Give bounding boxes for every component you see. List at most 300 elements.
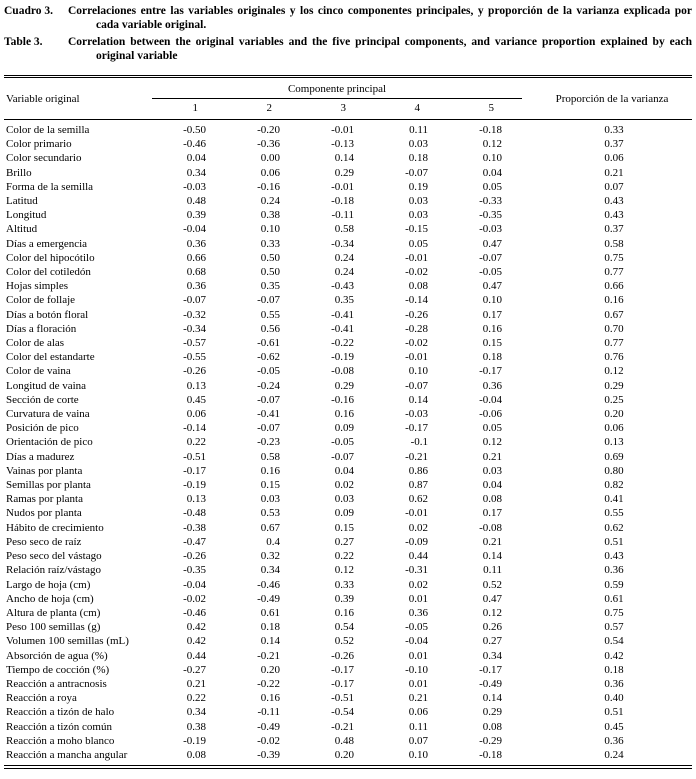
table-row xyxy=(4,393,692,407)
variance-value-cell: 0.59 xyxy=(604,578,624,591)
variable-name-cell: Orientación de pico xyxy=(6,436,93,449)
component-value-cell: -0.07 xyxy=(331,450,354,463)
component-value-cell: -0.02 xyxy=(405,266,428,279)
component-value-cell: -0.02 xyxy=(183,592,206,605)
component-value-cell: 0.44 xyxy=(186,649,206,662)
component-value-cell: 0.10 xyxy=(482,152,503,165)
component-value-cell: -0.01 xyxy=(405,507,428,520)
component-value-cell: -0.32 xyxy=(183,308,206,321)
variable-name-cell: Forma de la semilla xyxy=(6,180,94,193)
component-value-cell: -0.43 xyxy=(331,280,354,293)
component-value-cell: -0.19 xyxy=(183,734,206,747)
component-value-cell: -0.15 xyxy=(405,223,428,236)
variance-value-cell: 0.07 xyxy=(604,180,624,193)
component-value-cell: -0.22 xyxy=(331,337,354,350)
variable-name-cell: Días a floración xyxy=(6,322,77,335)
variance-value-cell: 0.43 xyxy=(604,550,624,563)
component-value-cell: -0.61 xyxy=(257,337,280,350)
component-value-cell: 0.10 xyxy=(260,223,280,236)
component-value-cell: 0.05 xyxy=(482,180,503,193)
component-value-cell: -0.17 xyxy=(479,663,503,676)
component-value-cell: 0.34 xyxy=(260,564,280,577)
variable-name-cell: Largo de hoja (cm) xyxy=(6,578,91,591)
component-value-cell: -0.26 xyxy=(331,649,354,662)
component-value-cell: 0.12 xyxy=(334,564,354,577)
component-value-cell: 0.61 xyxy=(260,606,280,619)
variable-name-cell: Días a botón floral xyxy=(6,308,89,321)
component-value-cell: -0.35 xyxy=(183,564,206,577)
table-row xyxy=(4,492,692,506)
table-row xyxy=(4,151,692,165)
component-value-cell: 0.18 xyxy=(260,621,280,634)
component-value-cell: -0.01 xyxy=(331,124,354,136)
component-value-cell: 0.08 xyxy=(482,493,503,506)
component-value-cell: -0.05 xyxy=(331,436,354,449)
component-value-cell: 0.11 xyxy=(483,564,503,577)
variable-name-cell: Color primario xyxy=(6,138,72,151)
variance-value-cell: 0.55 xyxy=(604,507,624,520)
variance-value-cell: 0.61 xyxy=(604,592,624,605)
component-value-cell: 0.16 xyxy=(260,464,280,477)
component-value-cell: 0.21 xyxy=(482,535,503,548)
component-value-cell: -0.02 xyxy=(257,734,280,747)
variable-name-cell: Días a emergencia xyxy=(6,237,88,250)
component-value-cell: 0.27 xyxy=(334,535,354,548)
component-value-cell: 0.33 xyxy=(334,578,354,591)
variable-name-cell: Ancho de hoja (cm) xyxy=(6,592,94,605)
component-value-cell: -0.46 xyxy=(183,606,206,619)
variable-name-cell: Color de alas xyxy=(6,337,65,350)
component-value-cell: -0.03 xyxy=(183,180,206,193)
component-value-cell: 0.50 xyxy=(260,251,280,264)
component-value-cell: 0.66 xyxy=(186,251,206,264)
component-value-cell: -0.21 xyxy=(331,720,354,733)
component-value-cell: 0.48 xyxy=(334,734,354,747)
component-value-cell: 0.04 xyxy=(186,152,206,165)
component-value-cell: -0.16 xyxy=(331,393,354,406)
variable-name-cell: Reacción a mancha angular xyxy=(6,748,128,761)
component-value-cell: 0.42 xyxy=(186,621,206,634)
component-value-cell: -0.38 xyxy=(183,521,206,534)
component-value-cell: 0.47 xyxy=(482,592,503,605)
component-value-cell: 0.39 xyxy=(186,209,206,222)
component-value-cell: 0.15 xyxy=(482,337,503,350)
component-value-cell: -0.51 xyxy=(331,692,354,705)
component-value-cell: 0.35 xyxy=(334,294,354,307)
component-value-cell: -0.18 xyxy=(331,195,354,208)
component-value-cell: 0.03 xyxy=(334,493,354,506)
variance-value-cell: 0.06 xyxy=(604,152,624,165)
variable-name-cell: Posición de pico xyxy=(6,422,79,435)
variable-name-cell: Color de la semilla xyxy=(6,124,90,136)
component-value-cell: -0.26 xyxy=(405,308,428,321)
table-row xyxy=(4,265,692,279)
component-value-cell: -0.07 xyxy=(479,251,503,264)
component-4-header: 4 xyxy=(374,99,448,120)
variance-value-cell: 0.42 xyxy=(604,649,624,662)
variance-value-cell: 0.29 xyxy=(604,379,624,392)
component-1-header: 1 xyxy=(152,99,226,120)
variable-name-cell: Peso seco del vástago xyxy=(6,550,102,563)
component-value-cell: -0.23 xyxy=(257,436,280,449)
component-value-cell: -0.14 xyxy=(405,294,428,307)
component-value-cell: -0.11 xyxy=(257,706,280,719)
component-value-cell: -0.07 xyxy=(257,294,280,307)
component-value-cell: -0.41 xyxy=(331,322,354,335)
table-row xyxy=(4,521,692,535)
variable-name-cell: Hojas simples xyxy=(6,280,69,293)
variable-name-cell: Relación raíz/vástago xyxy=(6,564,101,577)
variable-name-cell: Días a madurez xyxy=(6,450,75,463)
component-value-cell: -0.29 xyxy=(479,734,503,747)
component-value-cell: 0.05 xyxy=(408,237,428,250)
component-value-cell: 0.29 xyxy=(334,379,354,392)
variable-name-cell: Absorción de agua (%) xyxy=(6,649,108,662)
table-row xyxy=(4,222,692,236)
component-value-cell: 0.03 xyxy=(408,195,428,208)
component-value-cell: -0.49 xyxy=(257,720,280,733)
table-row xyxy=(4,634,692,648)
component-value-cell: -0.08 xyxy=(479,521,503,534)
table-row xyxy=(4,308,692,322)
component-value-cell: -0.26 xyxy=(183,365,206,378)
table-row xyxy=(4,120,692,138)
table-row xyxy=(4,592,692,606)
component-value-cell: 0.47 xyxy=(482,280,503,293)
caption-english xyxy=(4,36,692,63)
variable-name-cell: Color del estandarte xyxy=(6,351,95,364)
component-value-cell: -0.11 xyxy=(331,209,354,222)
component-value-cell: -0.18 xyxy=(479,124,503,136)
component-value-cell: 0.17 xyxy=(482,308,503,321)
component-value-cell: 0.4 xyxy=(266,535,280,548)
variance-value-cell: 0.06 xyxy=(604,422,624,435)
table-row xyxy=(4,464,692,478)
variance-value-cell: 0.75 xyxy=(604,251,624,264)
variance-value-cell: 0.36 xyxy=(604,677,624,690)
component-value-cell: -0.21 xyxy=(257,649,280,662)
component-value-cell: 0.67 xyxy=(260,521,280,534)
component-value-cell: 0.56 xyxy=(260,322,280,335)
table-row xyxy=(4,705,692,719)
component-value-cell: 0.47 xyxy=(482,237,503,250)
component-value-cell: 0.36 xyxy=(186,280,206,293)
variance-value-cell: 0.77 xyxy=(604,266,624,279)
component-value-cell: 0.08 xyxy=(186,748,206,761)
component-value-cell: 0.09 xyxy=(334,422,354,435)
variance-value-cell: 0.25 xyxy=(604,393,624,406)
component-value-cell: -0.04 xyxy=(183,578,206,591)
component-value-cell: -0.10 xyxy=(405,663,428,676)
table-row xyxy=(4,322,692,336)
component-value-cell: 0.54 xyxy=(334,621,354,634)
component-value-cell: 0.19 xyxy=(408,180,428,193)
component-value-cell: 0.26 xyxy=(482,621,503,634)
component-value-cell: -0.46 xyxy=(183,138,206,151)
component-value-cell: -0.05 xyxy=(257,365,280,378)
component-value-cell: -0.57 xyxy=(183,337,206,350)
component-3-header: 3 xyxy=(300,99,374,120)
component-value-cell: -0.06 xyxy=(479,408,503,421)
component-value-cell: 0.34 xyxy=(186,166,206,179)
variance-value-cell: 0.66 xyxy=(604,280,624,293)
variance-value-cell: 0.21 xyxy=(604,166,624,179)
table-row xyxy=(4,734,692,748)
table-row xyxy=(4,194,692,208)
variable-name-cell: Ramas por planta xyxy=(6,493,83,506)
component-value-cell: -0.49 xyxy=(479,677,503,690)
component-value-cell: -0.21 xyxy=(405,450,428,463)
variance-value-cell: 0.37 xyxy=(604,138,624,151)
table-row xyxy=(4,549,692,563)
variable-name-cell: Reacción a moho blanco xyxy=(6,734,115,747)
variance-value-cell: 0.67 xyxy=(604,308,624,321)
component-5-header: 5 xyxy=(448,99,522,120)
variable-name-cell: Color de vaina xyxy=(6,365,71,378)
component-value-cell: -0.46 xyxy=(257,578,280,591)
component-value-cell: 0.22 xyxy=(186,436,206,449)
variable-name-cell: Reacción a roya xyxy=(6,692,77,705)
variance-value-cell: 0.41 xyxy=(604,493,624,506)
component-value-cell: -0.03 xyxy=(479,223,503,236)
caption-english-text: Correlation between the original variables and the five principal components, and variance proportion explained by each original variable xyxy=(68,36,692,62)
table-row xyxy=(4,166,692,180)
component-value-cell: -0.07 xyxy=(183,294,206,307)
component-value-cell: -0.08 xyxy=(331,365,354,378)
component-value-cell: -0.04 xyxy=(183,223,206,236)
variable-name-cell: Nudos por planta xyxy=(6,507,82,520)
variable-name-cell: Reacción a tizón de halo xyxy=(6,706,115,719)
variable-name-cell: Tiempo de cocción (%) xyxy=(6,663,110,676)
component-value-cell: 0.04 xyxy=(482,479,503,492)
component-value-cell: -0.01 xyxy=(331,180,354,193)
component-value-cell: 0.03 xyxy=(408,209,428,222)
variance-value-cell: 0.76 xyxy=(604,351,624,364)
component-value-cell: 0.36 xyxy=(186,237,206,250)
component-value-cell: -0.05 xyxy=(479,266,503,279)
component-value-cell: 0.15 xyxy=(334,521,354,534)
component-value-cell: 0.01 xyxy=(408,677,428,690)
component-value-cell: 0.07 xyxy=(408,734,428,747)
variance-value-cell: 0.69 xyxy=(604,450,624,463)
component-value-cell: -0.36 xyxy=(257,138,280,151)
variance-value-cell: 0.16 xyxy=(604,294,624,307)
component-value-cell: -0.07 xyxy=(257,393,280,406)
component-value-cell: 0.02 xyxy=(408,578,428,591)
variance-value-cell: 0.18 xyxy=(604,663,624,676)
table-row xyxy=(4,720,692,734)
variable-name-cell: Color secundario xyxy=(6,152,82,165)
table-row xyxy=(4,563,692,577)
component-value-cell: 0.11 xyxy=(409,720,428,733)
component-value-cell: -0.07 xyxy=(405,166,428,179)
component-value-cell: -0.55 xyxy=(183,351,206,364)
table-row xyxy=(4,478,692,492)
variable-name-cell: Hábito de crecimiento xyxy=(6,521,104,534)
component-value-cell: 0.33 xyxy=(260,237,280,250)
component-value-cell: -0.07 xyxy=(405,379,428,392)
variance-value-cell: 0.40 xyxy=(604,692,624,705)
component-value-cell: 0.18 xyxy=(408,152,428,165)
variable-name-cell: Longitud de vaina xyxy=(6,379,87,392)
component-value-cell: 0.15 xyxy=(260,479,280,492)
variable-name-cell: Vainas por planta xyxy=(6,464,83,477)
component-value-cell: 0.13 xyxy=(186,379,206,392)
component-value-cell: 0.01 xyxy=(408,649,428,662)
variance-value-cell: 0.45 xyxy=(604,720,624,733)
component-value-cell: -0.03 xyxy=(405,408,428,421)
component-value-cell: 0.02 xyxy=(408,521,428,534)
component-2-header: 2 xyxy=(226,99,300,120)
component-value-cell: -0.18 xyxy=(479,748,503,761)
component-value-cell: 0.08 xyxy=(482,720,503,733)
component-value-cell: 0.14 xyxy=(482,550,503,563)
component-value-cell: 0.16 xyxy=(260,692,280,705)
component-value-cell: 0.17 xyxy=(482,507,503,520)
variance-value-cell: 0.43 xyxy=(604,195,624,208)
component-value-cell: -0.22 xyxy=(257,677,280,690)
component-value-cell: -0.35 xyxy=(479,209,503,222)
variable-name-cell: Sección de corte xyxy=(6,393,79,406)
table-row xyxy=(4,677,692,691)
component-value-cell: 0.53 xyxy=(260,507,280,520)
table-row xyxy=(4,421,692,435)
variable-name-cell: Curvatura de vaina xyxy=(6,408,90,421)
component-value-cell: -0.05 xyxy=(405,621,428,634)
table-row xyxy=(4,293,692,307)
component-value-cell: -0.01 xyxy=(405,251,428,264)
component-value-cell: 0.04 xyxy=(334,464,354,477)
component-value-cell: 0.09 xyxy=(334,507,354,520)
component-value-cell: -0.28 xyxy=(405,322,428,335)
table-row xyxy=(4,620,692,634)
component-value-cell: 0.10 xyxy=(408,748,428,761)
component-value-cell: 0.52 xyxy=(334,635,354,648)
table-row xyxy=(4,450,692,464)
component-value-cell: -0.19 xyxy=(183,479,206,492)
component-value-cell: 0.10 xyxy=(408,365,428,378)
component-value-cell: 0.34 xyxy=(482,649,503,662)
table-row xyxy=(4,379,692,393)
component-value-cell: -0.34 xyxy=(183,322,206,335)
component-value-cell: -0.16 xyxy=(257,180,280,193)
component-value-cell: 0.12 xyxy=(482,138,503,151)
component-value-cell: 0.06 xyxy=(408,706,428,719)
table-row xyxy=(4,506,692,520)
variance-value-cell: 0.51 xyxy=(604,535,624,548)
component-value-cell: 0.35 xyxy=(260,280,280,293)
component-value-cell: -0.09 xyxy=(405,535,428,548)
variance-value-cell: 0.80 xyxy=(604,464,624,477)
component-value-cell: 0.24 xyxy=(334,251,354,264)
component-value-cell: 0.06 xyxy=(260,166,280,179)
header-row-group xyxy=(4,77,692,99)
variance-value-cell: 0.70 xyxy=(604,322,624,335)
component-value-cell: -0.17 xyxy=(331,663,354,676)
variance-value-cell: 0.36 xyxy=(604,734,624,747)
component-value-cell: -0.26 xyxy=(183,550,206,563)
table-row xyxy=(4,251,692,265)
component-value-cell: 0.16 xyxy=(334,408,354,421)
variable-name-cell: Reacción a tizón común xyxy=(6,720,112,733)
component-value-cell: 0.03 xyxy=(260,493,280,506)
component-value-cell: -0.13 xyxy=(331,138,354,151)
component-value-cell: -0.62 xyxy=(257,351,280,364)
correlation-table xyxy=(4,75,692,769)
component-value-cell: 0.20 xyxy=(334,748,354,761)
variance-value-cell: 0.37 xyxy=(604,223,624,236)
component-value-cell: 0.24 xyxy=(334,266,354,279)
caption-english-label: Table 3. xyxy=(4,36,43,48)
table-row xyxy=(4,649,692,663)
component-value-cell: 0.16 xyxy=(482,322,503,335)
component-value-cell: 0.48 xyxy=(186,195,206,208)
component-value-cell: 0.00 xyxy=(260,152,280,165)
table-header xyxy=(4,77,692,120)
table-row xyxy=(4,535,692,549)
variable-name-cell: Color del cotiledón xyxy=(6,266,91,279)
component-value-cell: 0.68 xyxy=(186,266,206,279)
variable-name-cell: Peso seco de raíz xyxy=(6,535,82,548)
principal-component-group-header: Componente principal xyxy=(152,77,522,99)
component-value-cell: 0.38 xyxy=(260,209,280,222)
table-row xyxy=(4,364,692,378)
component-value-cell: 0.01 xyxy=(408,592,428,605)
variable-name-cell: Brillo xyxy=(6,166,32,179)
variance-value-cell: 0.77 xyxy=(604,337,624,350)
component-value-cell: -0.41 xyxy=(331,308,354,321)
variable-name-cell: Volumen 100 semillas (mL) xyxy=(6,635,129,648)
component-value-cell: 0.36 xyxy=(408,606,428,619)
component-value-cell: -0.39 xyxy=(257,748,280,761)
component-value-cell: -0.34 xyxy=(331,237,354,250)
component-value-cell: 0.02 xyxy=(334,479,354,492)
component-value-cell: -0.19 xyxy=(331,351,354,364)
variable-name-cell: Color de follaje xyxy=(6,294,76,307)
component-value-cell: -0.27 xyxy=(183,663,206,676)
variance-value-cell: 0.20 xyxy=(604,408,624,421)
table-row xyxy=(4,691,692,705)
component-value-cell: 0.42 xyxy=(186,635,206,648)
variance-value-cell: 0.43 xyxy=(604,209,624,222)
table-row xyxy=(4,279,692,293)
variable-name-cell: Altura de planta (cm) xyxy=(6,606,101,619)
component-value-cell: 0.27 xyxy=(482,635,503,648)
table-row xyxy=(4,606,692,620)
table-row xyxy=(4,336,692,350)
component-value-cell: 0.08 xyxy=(408,280,428,293)
table-row xyxy=(4,208,692,222)
component-value-cell: 0.14 xyxy=(408,393,428,406)
component-value-cell: 0.50 xyxy=(260,266,280,279)
variance-value-cell: 0.57 xyxy=(604,621,624,634)
component-value-cell: -0.47 xyxy=(183,535,206,548)
component-value-cell: 0.16 xyxy=(334,606,354,619)
caption-spanish xyxy=(4,5,692,32)
component-value-cell: 0.86 xyxy=(408,464,428,477)
component-value-cell: -0.41 xyxy=(257,408,280,421)
variance-value-cell: 0.36 xyxy=(604,564,624,577)
component-value-cell: 0.22 xyxy=(186,692,206,705)
component-value-cell: 0.20 xyxy=(260,663,280,676)
component-value-cell: 0.58 xyxy=(334,223,354,236)
caption-spanish-label: Cuadro 3. xyxy=(4,5,53,17)
component-value-cell: -0.17 xyxy=(331,677,354,690)
variance-value-cell: 0.33 xyxy=(604,124,624,136)
component-value-cell: -0.49 xyxy=(257,592,280,605)
variable-name-cell: Semillas por planta xyxy=(6,479,91,492)
component-value-cell: 0.06 xyxy=(186,408,206,421)
